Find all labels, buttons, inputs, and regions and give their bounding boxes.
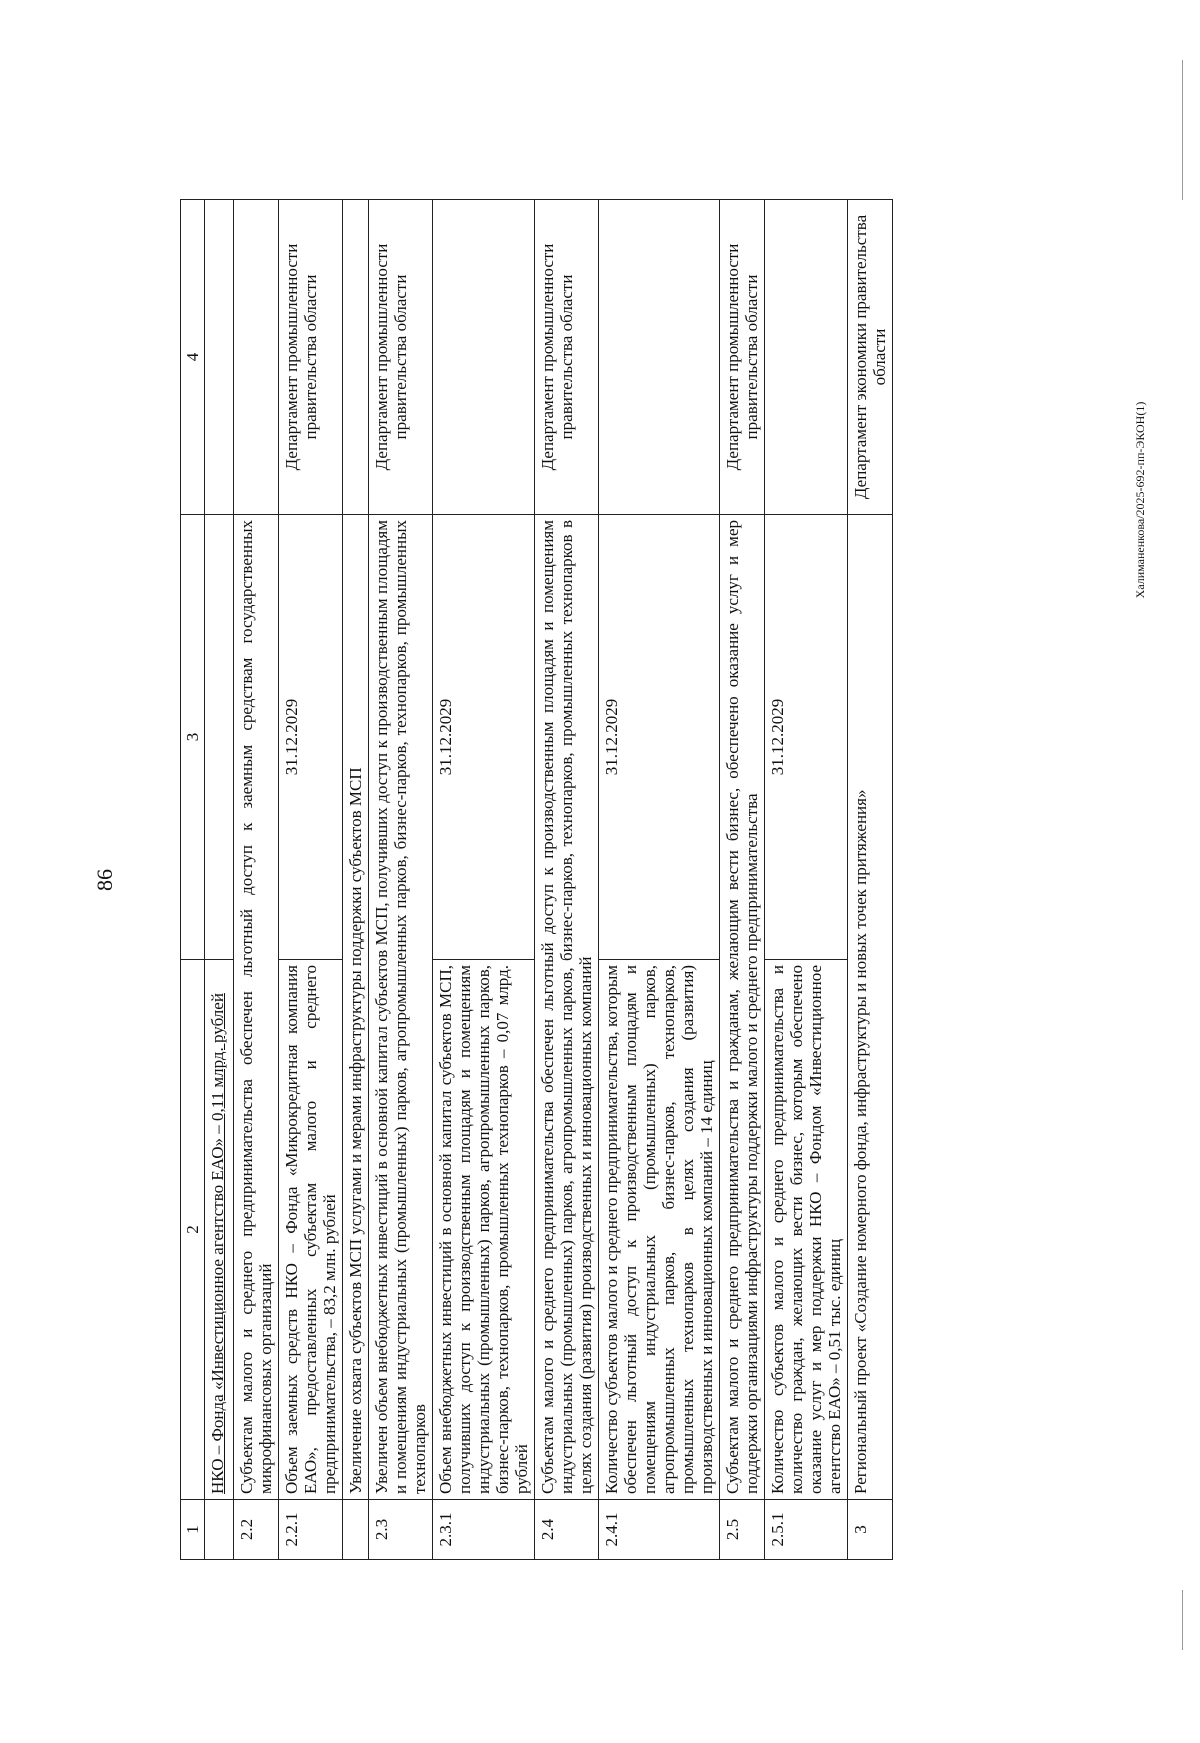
row-number: 2.2.1 xyxy=(279,1500,343,1560)
table-row xyxy=(369,200,433,1560)
row-dept xyxy=(765,200,848,515)
row-number: 2.4 xyxy=(535,1500,599,1560)
row-text: Увеличение охвата субъектов МСП услугами и мерами инфраструктуры поддержки субъектов МСП xyxy=(343,515,369,1500)
row-dept xyxy=(433,200,535,515)
row-text: Объем заемных средств НКО – Фонда «Микрокредитная компания ЕАО», предоставленных субъектам малого и среднего предпринимательства, – 83,2 млн. рублей xyxy=(279,960,343,1500)
row-number: 2.5.1 xyxy=(765,1500,848,1560)
row-number xyxy=(205,1500,234,1560)
row-dept: Департамент экономики правительства области xyxy=(848,200,893,515)
row-number: 2.2 xyxy=(234,1500,279,1560)
main-table xyxy=(180,199,893,1560)
table-row xyxy=(535,200,599,1560)
row-number xyxy=(343,1500,369,1560)
row-dept: Департамент промышленности правительства области xyxy=(279,200,343,515)
header-cell: 1 xyxy=(181,1500,205,1560)
table-row xyxy=(343,200,369,1560)
header-cell: 3 xyxy=(181,515,205,960)
row-number: 2.4.1 xyxy=(599,1500,720,1560)
header-cell: 2 xyxy=(181,960,205,1500)
table-header-row xyxy=(181,200,205,1560)
row-dept xyxy=(234,200,279,515)
table-row xyxy=(720,200,765,1560)
row-date: 31.12.2029 xyxy=(599,515,720,960)
table-row xyxy=(279,200,343,1560)
row-text: Объем внебюджетных инвестиций в основной капитал субъектов МСП, получивших доступ к производственным площадям и помещениям индустриальных (промышленных) парков, агропромышленных парков, бизнес-парков, технопарков, промышленных технопарков – 0,07 млрд. рублей xyxy=(433,960,535,1500)
row-dept xyxy=(205,200,234,515)
row-date: 31.12.2029 xyxy=(279,515,343,960)
row-date: 31.12.2029 xyxy=(433,515,535,960)
row-text: Субъектам малого и среднего предпринимательства обеспечен льготный доступ к производственным площадям и помещениям индустриальных (промышленных) парков, агропромышленных парков, бизнес-парков, технопарков, промышленных технопарков в целях создания (развития) производственных и инновационных компаний xyxy=(535,515,599,1500)
table-row xyxy=(205,200,234,1560)
row-number: 3 xyxy=(848,1500,893,1560)
header-cell: 4 xyxy=(181,200,205,515)
row-dept: Департамент промышленности правительства области xyxy=(369,200,433,515)
document-code: Халиманенкова/2025-692-пп-ЭКОН(1) xyxy=(1133,401,1147,599)
row-text: Субъектам малого и среднего предпринимательства обеспечен льготный доступ к заемным средствам государственных микрофинансовых организаций xyxy=(234,515,279,1500)
row-dept: Департамент промышленности правительства области xyxy=(535,200,599,515)
row-number: 2.5 xyxy=(720,1500,765,1560)
table-row xyxy=(234,200,279,1560)
row-text: Субъектам малого и среднего предпринимательства и гражданам, желающим вести бизнес, обеспечено оказание услуг и мер поддержки организациями инфраструктуры поддержки малого и среднего предпринимательства xyxy=(720,515,765,1500)
row-number: 2.3 xyxy=(369,1500,433,1560)
row-date xyxy=(205,515,234,960)
table-row xyxy=(848,200,893,1560)
row-text: Региональный проект «Создание номерного фонда, инфраструктуры и новых точек притяжения» xyxy=(848,515,893,1500)
row-dept: Департамент промышленности правительства области xyxy=(720,200,765,515)
row-text: Увеличен объем внебюджетных инвестиций в основной капитал субъектов МСП, получивших доступ к производственным площадям и помещениям индустриальных (промышленных) парков, агропромышленных парков, бизнес-парков, технопарков, промышленных технопарков xyxy=(369,515,433,1500)
row-dept xyxy=(343,200,369,515)
edge-line xyxy=(1182,60,1183,200)
row-text: Количество субъектов малого и среднего предпринимательства и количество граждан, желающих вести бизнес, которым обеспечено оказание услуг и мер поддержки НКО – Фондом «Инвестиционное агентство ЕАО» – 0,51 тыс. единиц xyxy=(765,960,848,1500)
row-text: НКО – Фонда «Инвестиционное агентство ЕАО» – 0,11 млрд. рублей xyxy=(205,960,234,1500)
page-number: 86 xyxy=(92,869,117,891)
main-table-wrap xyxy=(180,200,1180,1560)
edge-line xyxy=(1182,1590,1183,1650)
table-row xyxy=(599,200,720,1560)
row-date: 31.12.2029 xyxy=(765,515,848,960)
row-dept xyxy=(599,200,720,515)
table-row xyxy=(765,200,848,1560)
row-text: Количество субъектов малого и среднего предпринимательства, которым обеспечен льготный доступ к производственным площадям и помещениям индустриальных (промышленных) парков, агропромышленных парков, бизнес-парков, технопарков, промышленных технопарков в целях создания (развития) производственных и инновационных компаний – 14 единиц xyxy=(599,960,720,1500)
table-row xyxy=(433,200,535,1560)
row-number: 2.3.1 xyxy=(433,1500,535,1560)
